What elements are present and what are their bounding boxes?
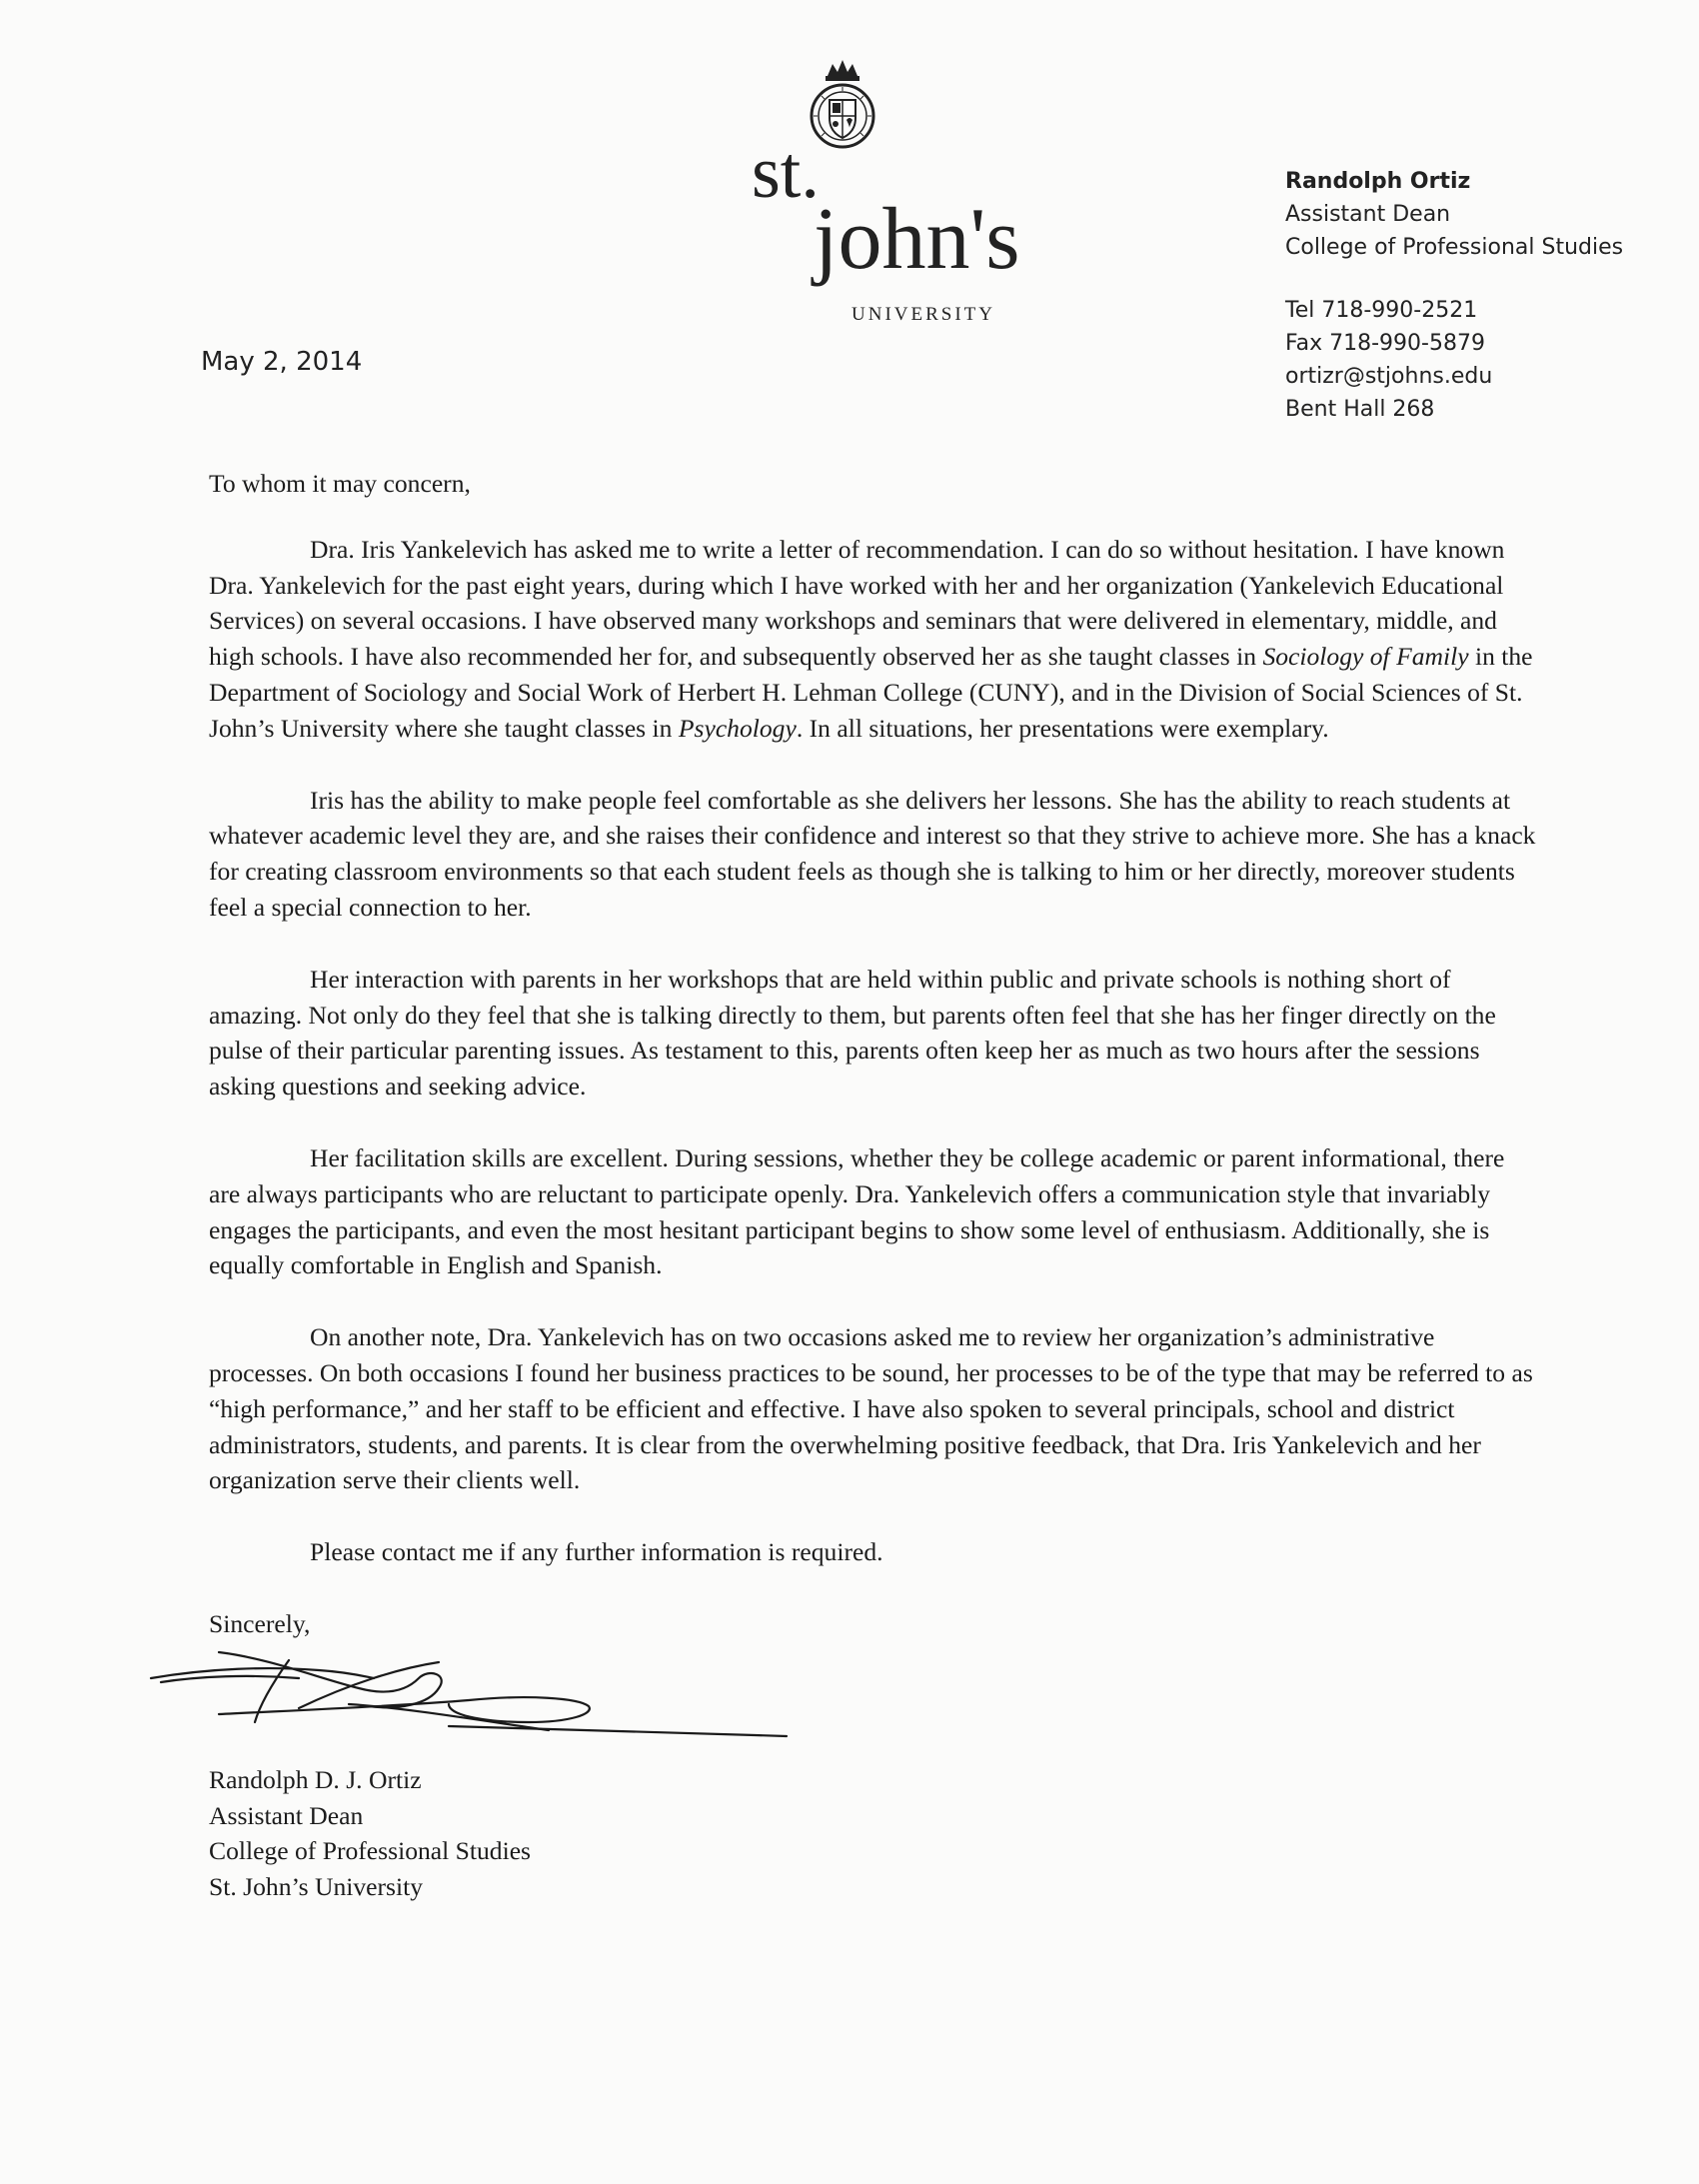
signer-name: Randolph D. J. Ortiz — [209, 1764, 422, 1794]
letterhead-contact — [1285, 165, 1623, 426]
letter-body — [209, 466, 1538, 1905]
handwritten-signature — [149, 1648, 789, 1758]
signature-block — [209, 1762, 1538, 1905]
paragraph-5: On another note, Dra. Yankelevich has on two occasions asked me to review her organization’s administrative processes. On both occasions I found her business practices to be sound, her processes to be of the type that may be referred to as “high performance,” and her staff to be efficient and effective. I have also spoken to several principals, school and district administrators, students, and parents. It is clear from the overwhelming positive feedback, that Dra. Iris Yankelevich and her organization serve their clients well. — [209, 1322, 1533, 1495]
paragraph-4: Her facilitation skills are excellent. During sessions, whether they be college academic or parent informational, there are always participants who are reluctant to participate openly. Dra. Yankelevich offers a communication style that invariably engages the participants, and even the most hesitant participant begins to show some level of enthusiasm. Additionally, she is equally comfortable in English and Spanish. — [209, 1142, 1505, 1280]
paragraph-1-part-b: in the Department of Sociology and Social Work of Herbert H. Lehman College (CUNY), and in the Division of Social Sciences of St. John’s University where she taught classes in — [209, 642, 1533, 743]
contact-office: Bent Hall 268 — [1285, 397, 1435, 422]
paragraph-1-part-c: . In all situations, her presentations were exemplary. — [796, 713, 1329, 743]
salutation: To whom it may concern, — [209, 469, 471, 498]
signer-title: Assistant Dean — [209, 1800, 364, 1830]
contact-fax: Fax 718-990-5879 — [1285, 331, 1485, 356]
letter-date: May 2, 2014 — [201, 347, 363, 377]
logo-university-text: UNIVERSITY — [851, 304, 995, 325]
paragraph-3: Her interaction with parents in her workshops that are held within public and private schools is nothing short of amazing. Not only do they feel that she is talking directly to them, but parents often feel that she has her finger directly on the pulse of their particular parenting issues. As testament to this, parents often keep her as much as two hours after the sessions asking questions and seeking advice. — [209, 964, 1496, 1101]
signature-area — [209, 1642, 1538, 1762]
contact-department: College of Professional Studies — [1285, 235, 1624, 260]
signer-department: College of Professional Studies — [209, 1836, 532, 1866]
signer-institution: St. John’s University — [209, 1872, 424, 1902]
logo-st-text: st. — [752, 132, 820, 214]
contact-email[interactable]: ortizr@stjohns.edu — [1285, 364, 1493, 389]
contact-title: Assistant Dean — [1285, 202, 1451, 227]
paragraph-1 — [209, 532, 1538, 747]
closing: Sincerely, — [209, 1608, 311, 1638]
paragraph-2: Iris has the ability to make people feel comfortable as she delivers her lessons. She has the ability to reach students at whatever academic level they are, and she raises their confidence and interest so that they strive to achieve more. She has a knack for creating classroom environments so that each student feels as though she is talking to him or her directly, moreover students feel a special connection to her. — [209, 785, 1536, 922]
university-logo — [752, 58, 1020, 325]
course-psychology: Psychology — [678, 713, 797, 743]
paragraph-6: Please contact me if any further information is required. — [310, 1537, 883, 1567]
logo-johns-text: john's — [814, 191, 1020, 288]
paragraph-1-part-a: Dra. Iris Yankelevich has asked me to write a letter of recommendation. I can do so without hesitation. I have known Dra. Yankelevich for the past eight years, during which I have worked with her and her organization (Yankelevich Educational Services) on several occasions. I have observed many workshops and seminars that were delivered in elementary, middle, and high schools. I have also recommended her for, and subsequently observed her as she taught classes in — [209, 534, 1505, 672]
course-sociology-of-family: Sociology of Family — [1262, 642, 1469, 672]
contact-tel: Tel 718-990-2521 — [1285, 298, 1478, 323]
contact-name: Randolph Ortiz — [1285, 169, 1471, 194]
